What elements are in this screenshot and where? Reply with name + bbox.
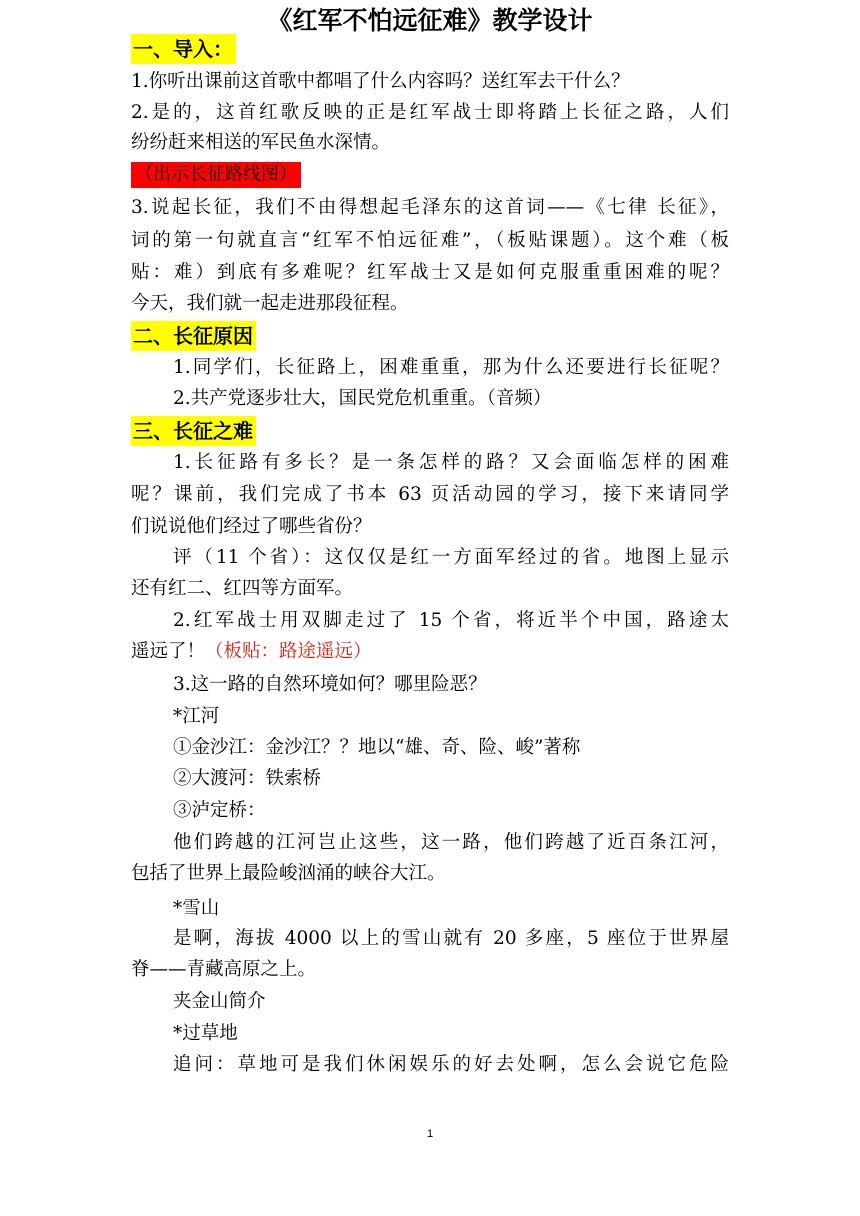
section-heading-difficulty: 三、长征之难	[131, 416, 256, 446]
paragraph-line: 2.红军战士用双脚走过了 15 个省，将近半个中国，路途太	[173, 610, 729, 631]
paragraph-line: 2.共产党逐步壮大，国民党危机重重。（音频）	[173, 388, 552, 409]
paragraph-line: 1.同学们，长征路上，困难重重，那为什么还要进行长征呢？	[173, 357, 729, 378]
document-title: 《红军不怕远征难》教学设计	[267, 6, 593, 35]
list-item: ①金沙江：金沙江？？地以“雄、奇、险、峻”著称	[173, 737, 581, 758]
paragraph-line	[131, 637, 729, 667]
list-item: ②大渡河：铁索桥	[173, 768, 322, 789]
subheading-snow: *雪山	[173, 898, 220, 919]
paragraph-line: 评（11 个省）：这仅仅是红一方面军经过的省。地图上显示	[173, 547, 729, 568]
list-item: ③泸定桥：	[173, 800, 266, 821]
paragraph-line: 贴：难）到底有多难呢？红军战士又是如何克服重重困难的呢？	[131, 262, 729, 283]
paragraph-line: 1.你听出课前这首歌中都唱了什么内容吗？送红军去干什么？	[131, 71, 630, 92]
board-note-red: （板贴：路途遥远）	[205, 641, 372, 662]
paragraph-line: 2.是的，这首红歌反映的正是红军战士即将踏上长征之路，人们	[131, 102, 729, 123]
paragraph-line: 1.长征路有多长？是一条怎样的路？又会面临怎样的困难	[173, 452, 729, 473]
subheading-rivers: *江河	[173, 706, 220, 727]
paragraph-line: 呢？课前，我们完成了书本 63 页活动园的学习，接下来请同学	[131, 484, 729, 505]
page-number: 1	[426, 1128, 434, 1140]
highlight-route-map: （出示长征路线图）	[131, 162, 301, 188]
section-heading-reason: 二、长征原因	[131, 321, 256, 351]
paragraph-line: 追问：草地可是我们休闲娱乐的好去处啊，怎么会说它危险	[173, 1054, 729, 1075]
paragraph-line: 他们跨越的江河岂止这些，这一路，他们跨越了近百条江河，	[173, 832, 729, 853]
paragraph-text: 遥远了！	[131, 641, 206, 662]
paragraph-line: 3.这一路的自然环境如何？哪里险恶？	[173, 674, 487, 695]
paragraph-line: 3.说起长征，我们不由得想起毛泽东的这首词——《七律 长征》，	[131, 197, 729, 218]
paragraph-line: 包括了世界上最险峻汹涌的峡谷大江。	[131, 863, 446, 884]
section-heading-intro: 一、导入：	[131, 34, 236, 64]
paragraph-line: 夹金山简介	[173, 991, 266, 1012]
subheading-grassland: *过草地	[173, 1023, 238, 1044]
paragraph-line: 是啊，海拔 4000 以上的雪山就有 20 多座，5 座位于世界屋	[173, 928, 729, 949]
paragraph-line: 词的第一句就直言“红军不怕远征难”，（板贴课题）。这个难（板	[131, 230, 729, 251]
paragraph-line: 脊——青藏高原之上。	[131, 959, 317, 980]
paragraph-line: 今天，我们就一起走进那段征程。	[131, 293, 409, 314]
paragraph-line: 还有红二、红四等方面军。	[131, 578, 354, 599]
paragraph-line: 纷纷赶来相送的军民鱼水深情。	[131, 132, 391, 153]
paragraph-line: 们说说他们经过了哪些省份？	[131, 516, 372, 537]
